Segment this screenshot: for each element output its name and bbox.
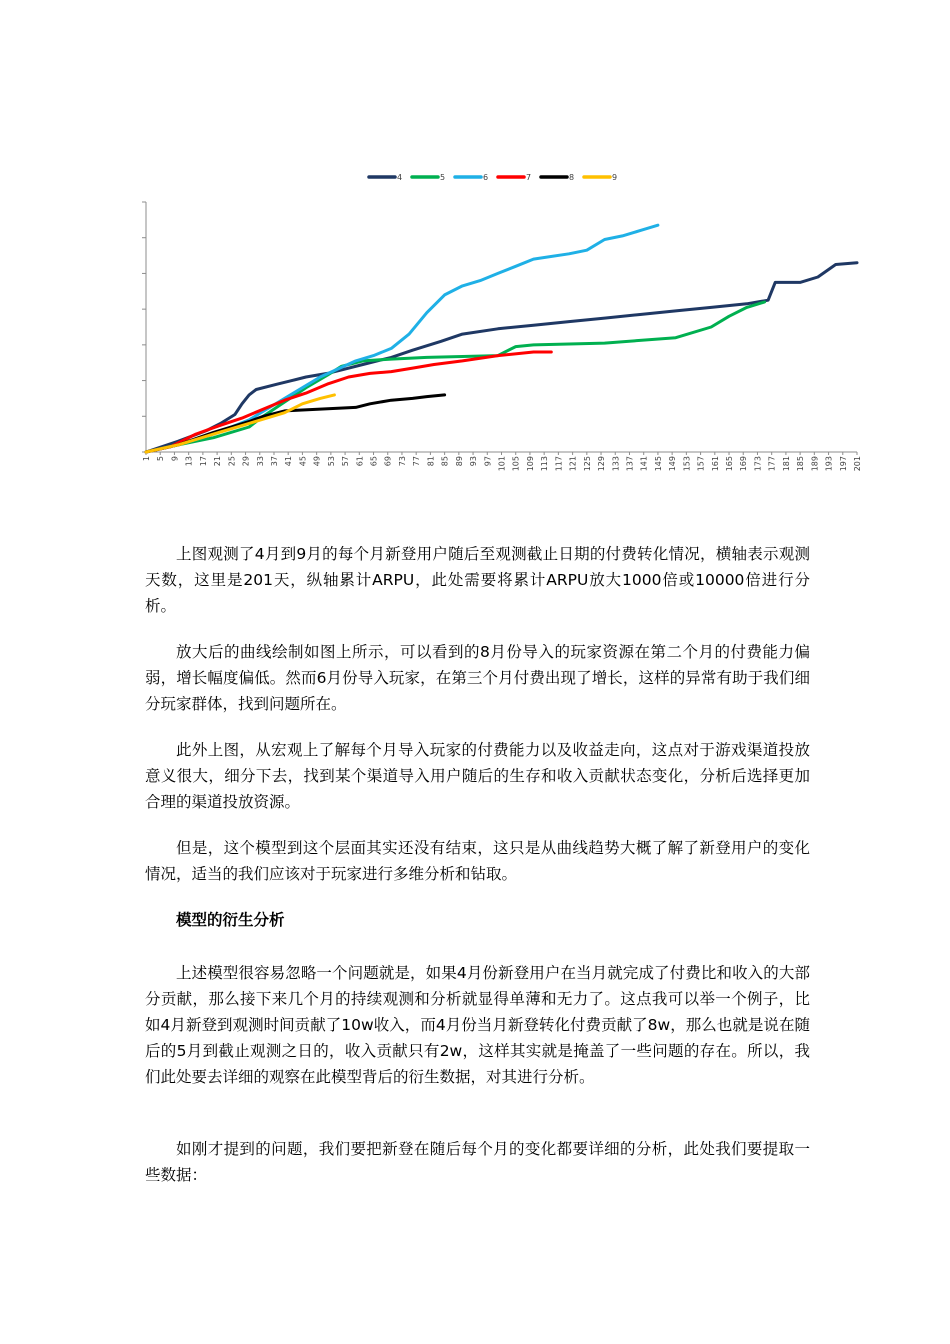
x-tick-label: 185 (796, 456, 806, 472)
x-tick-label: 181 (781, 456, 791, 472)
paragraph-6: 如刚才提到的问题，我们要把新登在随后每个月的变化都要详细的分析，此处我们要提取一些数据： (145, 1140, 810, 1184)
x-tick-label: 165 (725, 456, 735, 472)
section-heading: 模型的衍生分析 (176, 911, 285, 929)
x-tick-label: 65 (369, 456, 379, 467)
x-tick-label: 193 (824, 456, 834, 472)
x-tick-label: 13 (184, 456, 194, 467)
arpu-line-chart (120, 165, 870, 495)
paragraph-3: 此外上图，从宏观上了解每个月导入玩家的付费能力以及收益走向，这点对于游戏渠道投放意义很大，细分下去，找到某个渠道导入用户随后的生存和收入贡献状态变化，分析后选择更加合理的渠道投放资源。 (145, 741, 810, 811)
x-tick-label: 97 (483, 456, 493, 467)
legend-label-9: 9 (612, 173, 618, 182)
x-tick-label: 169 (739, 456, 749, 472)
x-tick-label: 201 (853, 456, 862, 472)
x-tick-label: 125 (582, 456, 592, 472)
x-tick-label: 69 (383, 456, 393, 467)
series-line-6 (146, 225, 658, 452)
x-tick-label: 77 (412, 456, 422, 467)
x-tick-label: 113 (540, 456, 550, 472)
x-tick-label: 101 (497, 456, 507, 472)
x-tick-label: 129 (597, 456, 607, 472)
x-tick-label: 189 (810, 456, 820, 472)
paragraph-5: 上述模型很容易忽略一个问题就是，如果4月份新登用户在当月就完成了付费比和收入的大部分贡献，那么接下来几个月的持续观测和分析就显得单薄和无力了。这点我可以举一个例子，比如4月新登到观测时间贡献了10w收入，而4月份当月新登转化付费贡献了8w，那么也就是说在随后的5月到截止观测之日的，收入贡献只有2w，这样其实就是掩盖了一些问题的存在。所以，我们此处要去详细的观察在此模型背后的衍生数据，对其进行分析。 (145, 964, 810, 1086)
x-tick-label: 61 (355, 456, 365, 467)
paragraph-1: 上图观测了4月到9月的每个月新登用户随后至观测截止日期的付费转化情况，横轴表示观测天数，这里是201天，纵轴累计ARPU，此处需要将累计ARPU放大1000倍或10000倍进行分析。 (145, 545, 810, 615)
series-line-5 (146, 302, 765, 452)
x-tick-label: 117 (554, 456, 564, 472)
x-tick-label: 53 (326, 456, 336, 467)
x-tick-label: 5 (156, 456, 166, 462)
x-tick-label: 105 (511, 456, 521, 472)
x-tick-label: 49 (312, 456, 322, 467)
x-tick-label: 29 (241, 456, 251, 467)
paragraph-4: 但是，这个模型到这个层面其实还没有结束，这只是从曲线趋势大概了解了新登用户的变化情况，适当的我们应该对于玩家进行多维分析和钻取。 (145, 839, 810, 883)
x-tick-label: 17 (198, 456, 208, 467)
legend-label-5: 5 (440, 173, 446, 182)
x-tick-label: 133 (611, 456, 621, 472)
x-tick-label: 85 (440, 456, 450, 467)
x-tick-label: 173 (753, 456, 763, 472)
x-tick-label: 141 (639, 456, 649, 472)
legend-label-6: 6 (483, 173, 489, 182)
x-tick-label: 93 (469, 456, 479, 467)
x-tick-label: 145 (653, 456, 663, 472)
legend-label-7: 7 (526, 173, 532, 182)
x-tick-label: 157 (696, 456, 706, 472)
x-tick-label: 1 (142, 456, 151, 462)
x-tick-label: 33 (255, 456, 265, 467)
x-tick-label: 73 (397, 456, 407, 467)
x-tick-label: 149 (668, 456, 678, 472)
x-tick-label: 177 (767, 456, 777, 472)
x-tick-label: 37 (269, 456, 279, 467)
x-tick-label: 21 (213, 456, 223, 467)
paragraph-2: 放大后的曲线绘制如图上所示，可以看到的8月份导入的玩家资源在第二个月的付费能力偏弱，增长幅度偏低。然而6月份导入玩家，在第三个月付费出现了增长，这样的异常有助于我们细分玩家群体，找到问题所在。 (145, 643, 810, 713)
x-tick-label: 89 (454, 456, 464, 467)
x-tick-label: 109 (525, 456, 535, 472)
x-tick-label: 57 (341, 456, 351, 467)
x-tick-label: 81 (426, 456, 436, 467)
x-tick-label: 9 (170, 456, 180, 462)
legend-label-8: 8 (569, 173, 575, 182)
x-tick-label: 153 (682, 456, 692, 472)
x-tick-label: 25 (227, 456, 237, 467)
x-tick-label: 137 (625, 456, 635, 472)
x-tick-label: 161 (710, 456, 720, 472)
x-tick-label: 197 (838, 456, 848, 472)
legend-label-4: 4 (397, 173, 403, 182)
x-tick-label: 121 (568, 456, 578, 472)
x-tick-label: 45 (298, 456, 308, 467)
x-tick-label: 41 (284, 456, 294, 467)
